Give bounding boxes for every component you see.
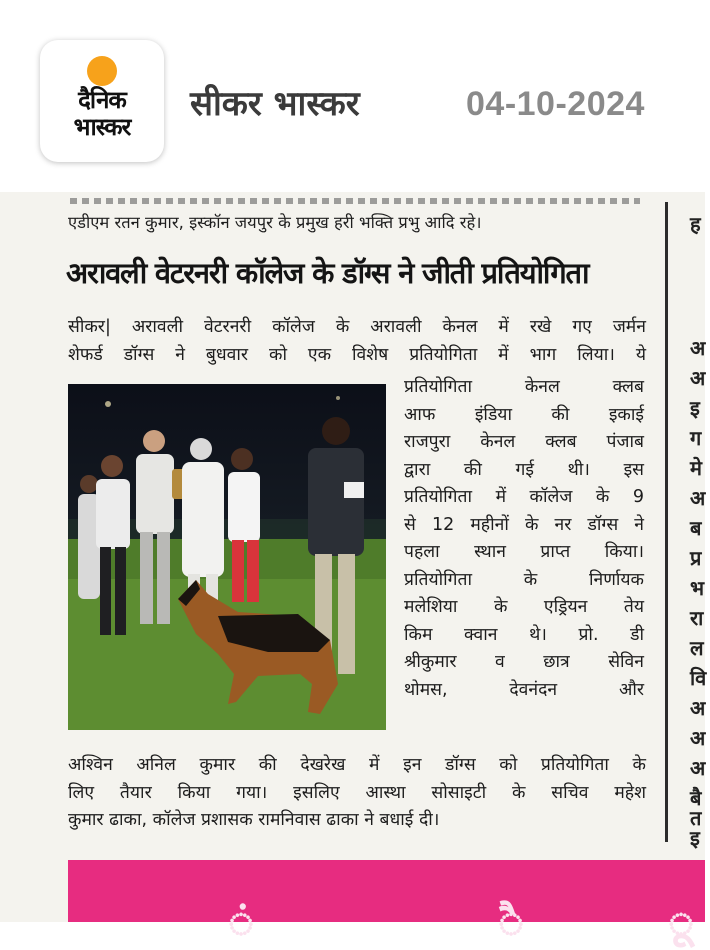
edge-char: अ [690,336,706,360]
side-line: थोमस, देवनंदन और [404,679,644,700]
dog-show-photo-illustration [68,384,386,730]
edition-title: सीकर भास्कर [190,84,360,124]
outro-line: कुमार ढाका, कॉलेज प्रशासक रामनिवास ढाका ने बधाई दी। [68,810,440,830]
edge-char: वि [690,666,707,690]
sun-logo-icon [87,56,117,86]
side-line: से 12 महीनों के नर डॉग्स ने [404,514,644,535]
banner-glyph: ं [228,897,255,948]
side-line: प्रतियोगिता केनल क्लब [404,377,644,397]
logo-text-line2: भास्कर [73,113,131,141]
edge-char: अ [690,756,706,780]
edge-char: अ [690,696,706,720]
edge-char: रा [690,606,704,630]
intro-line: शेफर्ड डॉग्स ने बुधवार को एक विशेष प्रतियोगिता में भाग लिया। ये [68,344,646,365]
edge-char: मे [690,456,702,480]
side-line: प्रतियोगिता में कॉलेज के 9 [404,487,644,507]
edge-char: बै [690,786,702,810]
edge-char: ब [690,516,702,540]
edge-char: ग [690,426,702,450]
side-line: राजपुरा केनल क्लब पंजाब [404,432,644,452]
edge-char: भ [690,576,705,600]
side-line: आफ इंडिया की इकाई [404,404,644,425]
edge-char: इ [690,396,700,420]
edge-char: अ [690,486,706,510]
publish-date: 04-10-2024 [466,85,645,123]
edge-char: अ [690,726,706,750]
post-header [0,0,705,192]
edge-char: त [690,806,702,830]
article-headline: अरावली वेटरनरी कॉलेज के डॉग्स ने जीती प्रतियोगिता [66,256,589,290]
side-line: पहला स्थान प्राप्त किया। [404,542,644,562]
edge-char: अ [690,366,706,390]
advertisement-banner[interactable] [68,860,705,948]
article-side-column [404,374,644,704]
intro-line: सीकर| अरावली वेटरनरी कॉलेज के अरावली केनल में रखे गए जर्मन [68,317,646,337]
side-line: प्रतियोगिता के निर्णायक [404,569,644,590]
side-line: द्वारा की गई थी। इस [404,459,644,480]
article-outro [68,752,646,835]
article-photo[interactable] [68,384,386,730]
article-intro [68,314,646,369]
newspaper-logo[interactable] [40,40,164,162]
edge-char: इ [690,826,700,850]
side-line: श्रीकुमार व छात्र सेविन [404,652,644,672]
outro-line: लिए तैयार किया गया। इसलिए आस्था सोसाइटी के सचिव महेश [68,782,646,803]
edge-char: ह [690,212,701,236]
adjacent-column-edge [690,192,710,852]
side-line: मलेशिया के एड्रियन तेय [404,597,644,617]
edge-char: ल [690,636,704,660]
banner-glyph: ू [668,897,695,948]
outro-line: अश्विन अनिल कुमार की देखरेख में इन डॉग्स को प्रतियोगिता के [68,755,646,775]
banner-glyph: ै [498,897,525,948]
logo-text-line1: दैनिक [78,86,126,114]
column-divider [665,202,668,842]
torn-text-line [70,198,640,204]
previous-article-tail: एडीएम रतन कुमार, इस्कॉन जयपुर के प्रमुख हरी भक्ति प्रभु आदि रहे। [68,213,482,232]
newspaper-clipping[interactable] [0,192,707,948]
edge-char: प्र [690,546,702,570]
side-line: किम क्वान थे। प्रो. डी [404,624,644,645]
